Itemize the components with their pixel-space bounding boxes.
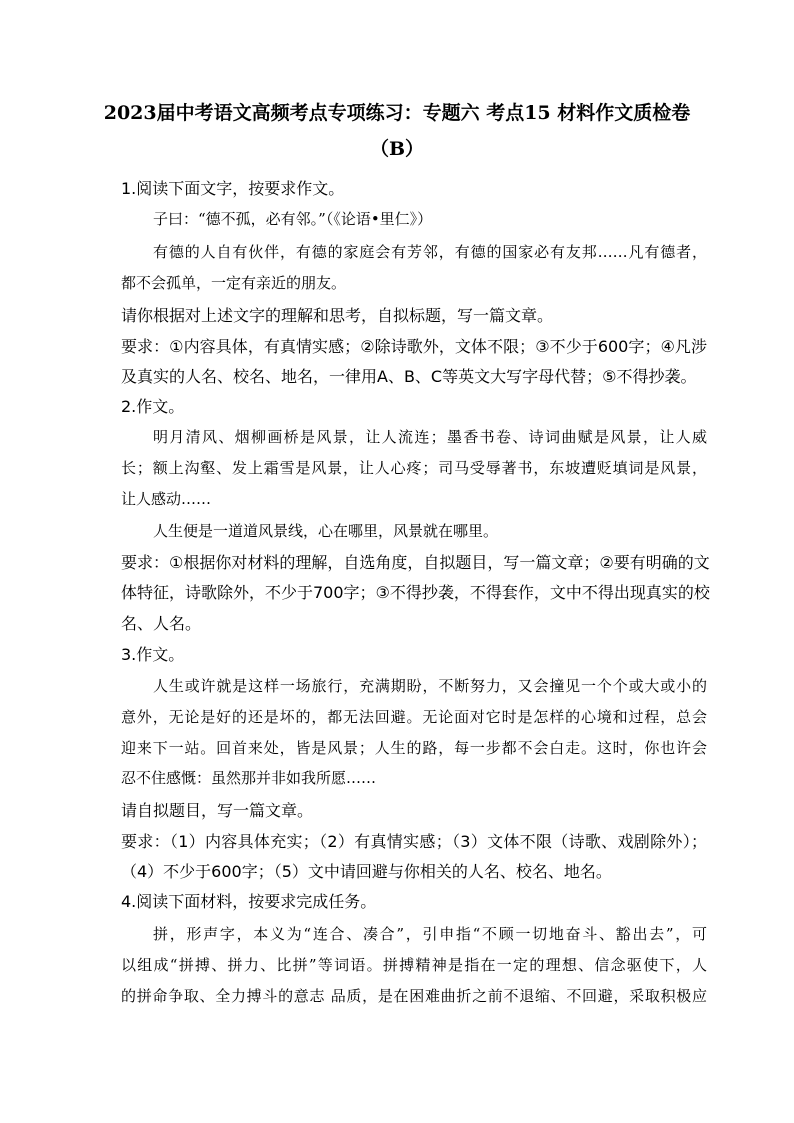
question-1-material-line: 有德的人自有伙伴，有德的家庭会有芳邻，有德的国家必有友邦……凡有德者， bbox=[153, 243, 707, 261]
question-1-material-line: 子曰：“德不孤，必有邻。”（《论语•里仁》） bbox=[153, 210, 433, 228]
question-2-heading: 2.作文。 bbox=[121, 397, 185, 416]
question-2-requirement-line: 体特征，诗歌除外，不少于700字；③不得抄袭，不得套作，文中不得出现真实的校 bbox=[121, 583, 710, 602]
question-2-requirement-line: 要求：①根据你对材料的理解，自选角度，自拟题目，写一篇文章；②要有明确的文 bbox=[121, 553, 710, 572]
question-3-requirement-line: （4）不少于600字；（5）文中请回避与你相关的人名、校名、地名。 bbox=[121, 862, 612, 881]
question-1-requirement-line: 及真实的人名、校名、地名，一律用A、B、C等英文大写字母代替；⑤不得抄袭。 bbox=[121, 367, 697, 386]
question-2-material-line: 长；额上沟壑、发上霜雪是风景，让人心疼；司马受辱著书，东坡遭贬填词是风景， bbox=[121, 459, 707, 477]
document-title-variant: （B） bbox=[369, 138, 425, 160]
question-3-material-line: 人生或许就是这样一场旅行，充满期盼，不断努力，又会撞见一个个或大或小的 bbox=[153, 677, 707, 695]
question-4-material-line: 的拼命争取、全力搏斗的意志 品质，是在困难曲折之前不退缩、不回避，采取积极应 bbox=[121, 987, 707, 1005]
question-3-requirement-line: 要求：（1）内容具体充实；（2）有真情实感；（3）文体不限（诗歌、戏剧除外）； bbox=[121, 832, 707, 851]
question-4-material-line: 拼，形声字，本义为“连合、凑合”，引申指“不顾一切地奋斗、豁出去”，可 bbox=[153, 925, 707, 943]
question-4-material-line: 以组成“拼搏、拼力、比拼”等词语。拼搏精神是指在一定的理想、信念驱使下，人 bbox=[121, 956, 707, 974]
question-3-heading: 3.作文。 bbox=[121, 645, 185, 664]
question-1-material-line: 都不会孤单，一定有亲近的朋友。 bbox=[121, 274, 347, 292]
question-1-heading: 1.阅读下面文字，按要求作文。 bbox=[121, 179, 345, 198]
question-3-material-line: 忍不住感慨：虽然那并非如我所愿…… bbox=[121, 769, 377, 787]
question-1-requirement-line: 要求：①内容具体，有真情实感；②除诗歌外，文体不限；③不少于600字；④凡涉 bbox=[121, 337, 707, 356]
question-1-prompt: 请你根据对上述文字的理解和思考，自拟标题，写一篇文章。 bbox=[121, 306, 554, 325]
question-3-material-line: 迎来下一站。回首来处，皆是风景；人生的路，每一步都不会白走。这时，你也许会 bbox=[121, 739, 707, 757]
question-2-requirement-line: 名、人名。 bbox=[121, 614, 202, 633]
question-2-material-line: 让人感动…… bbox=[121, 490, 212, 508]
question-2-material-line: 人生便是一道道风景线，心在哪里，风景就在哪里。 bbox=[153, 522, 499, 540]
question-3-material-line: 意外，无论是好的还是坏的，都无法回避。无论面对它时是怎样的心境和过程，总会 bbox=[121, 708, 707, 726]
document-title: 2023届中考语文高频考点专项练习：专题六 考点15 材料作文质检卷 bbox=[103, 102, 691, 124]
question-4-heading: 4.阅读下面材料，按要求完成任务。 bbox=[121, 892, 377, 911]
question-3-prompt: 请自拟题目，写一篇文章。 bbox=[121, 801, 314, 820]
question-2-material-line: 明月清风、烟柳画桥是风景，让人流连；墨香书卷、诗词曲赋是风景，让人威 bbox=[153, 428, 707, 446]
